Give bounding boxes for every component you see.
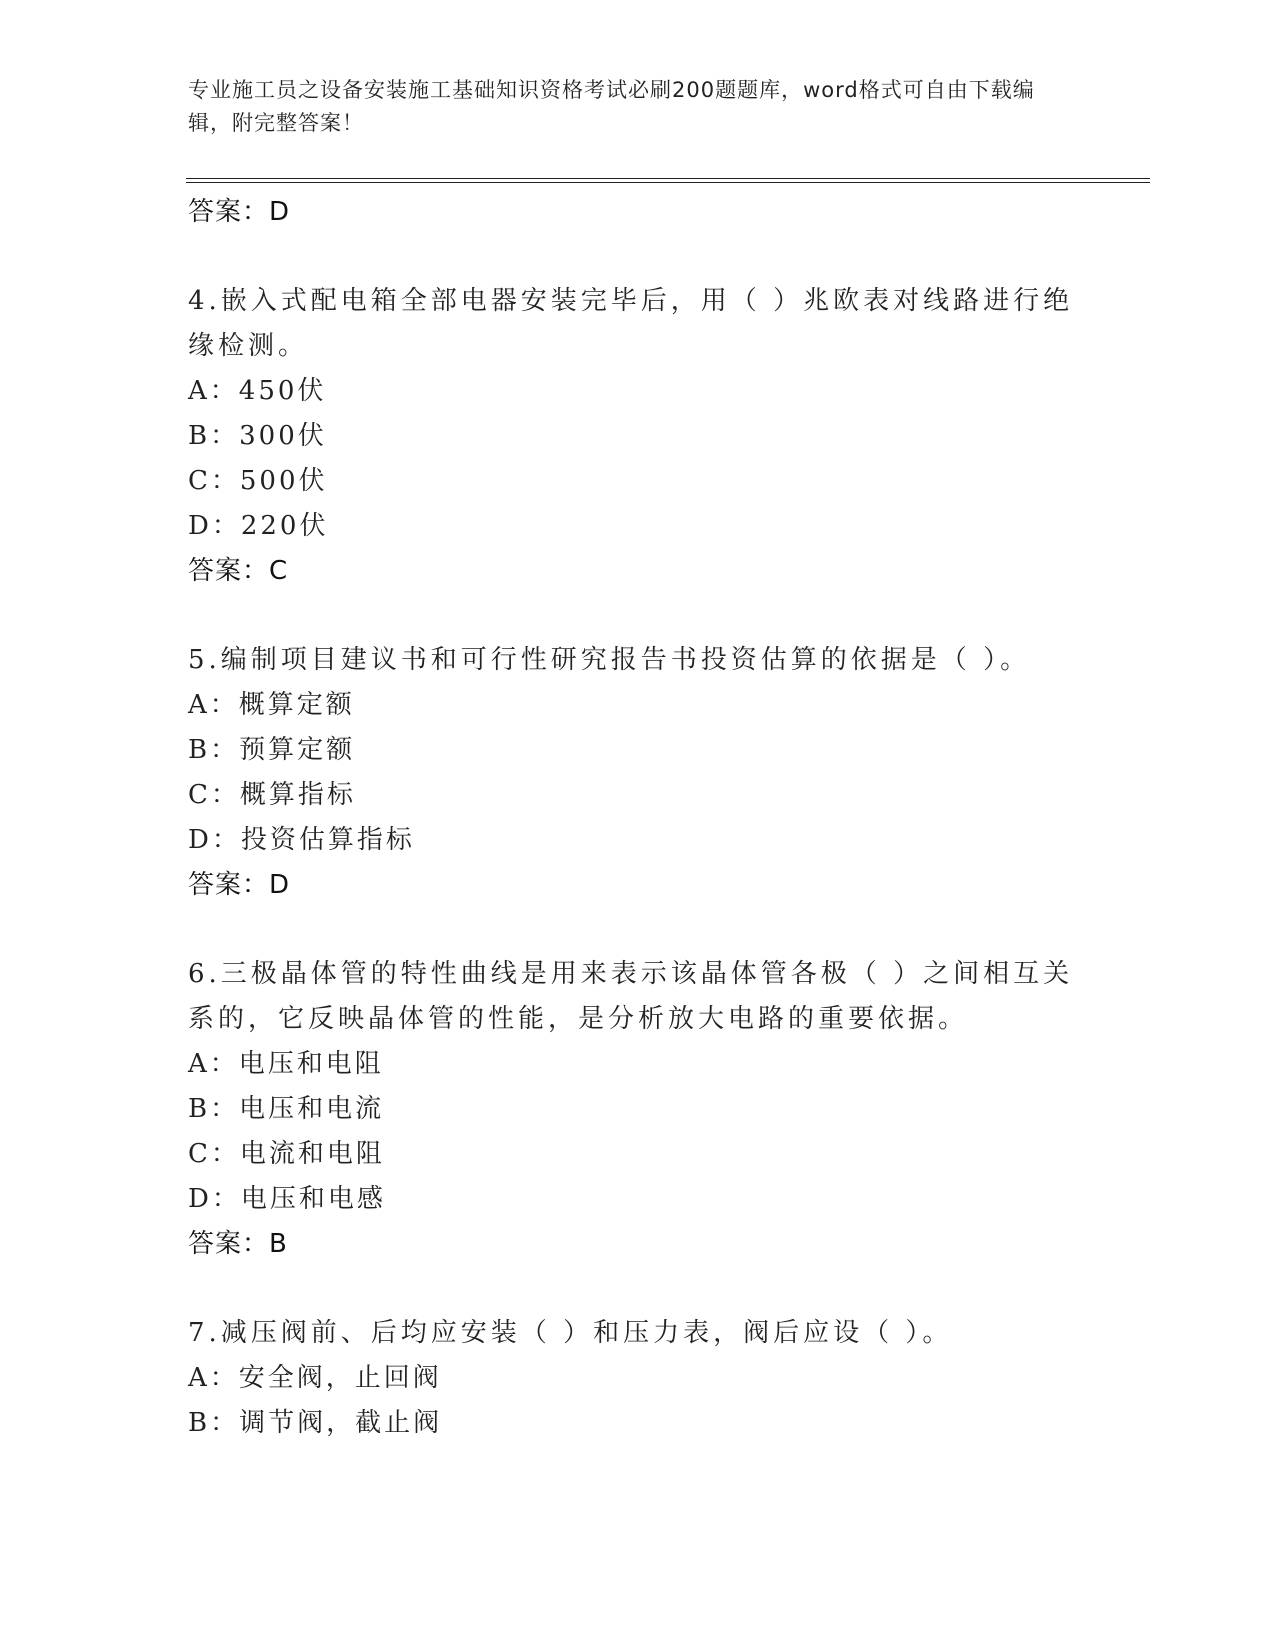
question-text: 6.三极晶体管的特性曲线是用来表示该晶体管各极（ ）之间相互关系的，它反映晶体管的性能，是分析放大电路的重要依据。 [188, 959, 1074, 1034]
option-b: B：300伏 [188, 421, 327, 451]
answer-line: 答案：C [188, 556, 289, 586]
option-b: B：预算定额 [188, 735, 356, 765]
option-c: C：500伏 [188, 466, 328, 496]
question-block [188, 952, 1088, 1267]
answer-line: 答案：D [188, 197, 291, 227]
option-a: A：概算定额 [188, 690, 355, 720]
option-d: D：220伏 [188, 511, 329, 541]
option-c: C：概算指标 [188, 780, 356, 810]
question-block [188, 638, 1088, 908]
document-header: 专业施工员之设备安装施工基础知识资格考试必刷200题题库，word格式可自由下载编辑，附完整答案！ [188, 78, 1035, 135]
option-d: D：投资估算指标 [188, 825, 415, 855]
question-text: 4.嵌入式配电箱全部电器安装完毕后，用（ ）兆欧表对线路进行绝缘检测。 [188, 286, 1074, 361]
option-b: B：调节阀，截止阀 [188, 1408, 443, 1438]
option-a: A：450伏 [188, 376, 327, 406]
question-list [188, 190, 1088, 1446]
question-text: 7.减压阀前、后均应安装（ ）和压力表，阀后应设（ ）。 [188, 1318, 953, 1348]
option-a: A：安全阀，止回阀 [188, 1363, 442, 1393]
question-block [188, 279, 1088, 594]
answer-line: 答案：D [188, 870, 291, 900]
answer-line: 答案：B [188, 1229, 288, 1259]
option-a: A：电压和电阻 [188, 1049, 384, 1079]
option-b: B：电压和电流 [188, 1094, 385, 1124]
option-d: D：电压和电感 [188, 1184, 386, 1214]
option-c: C：电流和电阻 [188, 1139, 385, 1169]
question-block [188, 1311, 1088, 1446]
header-divider [186, 178, 1150, 183]
question-text: 5.编制项目建议书和可行性研究报告书投资估算的依据是（ ）。 [188, 645, 1031, 675]
